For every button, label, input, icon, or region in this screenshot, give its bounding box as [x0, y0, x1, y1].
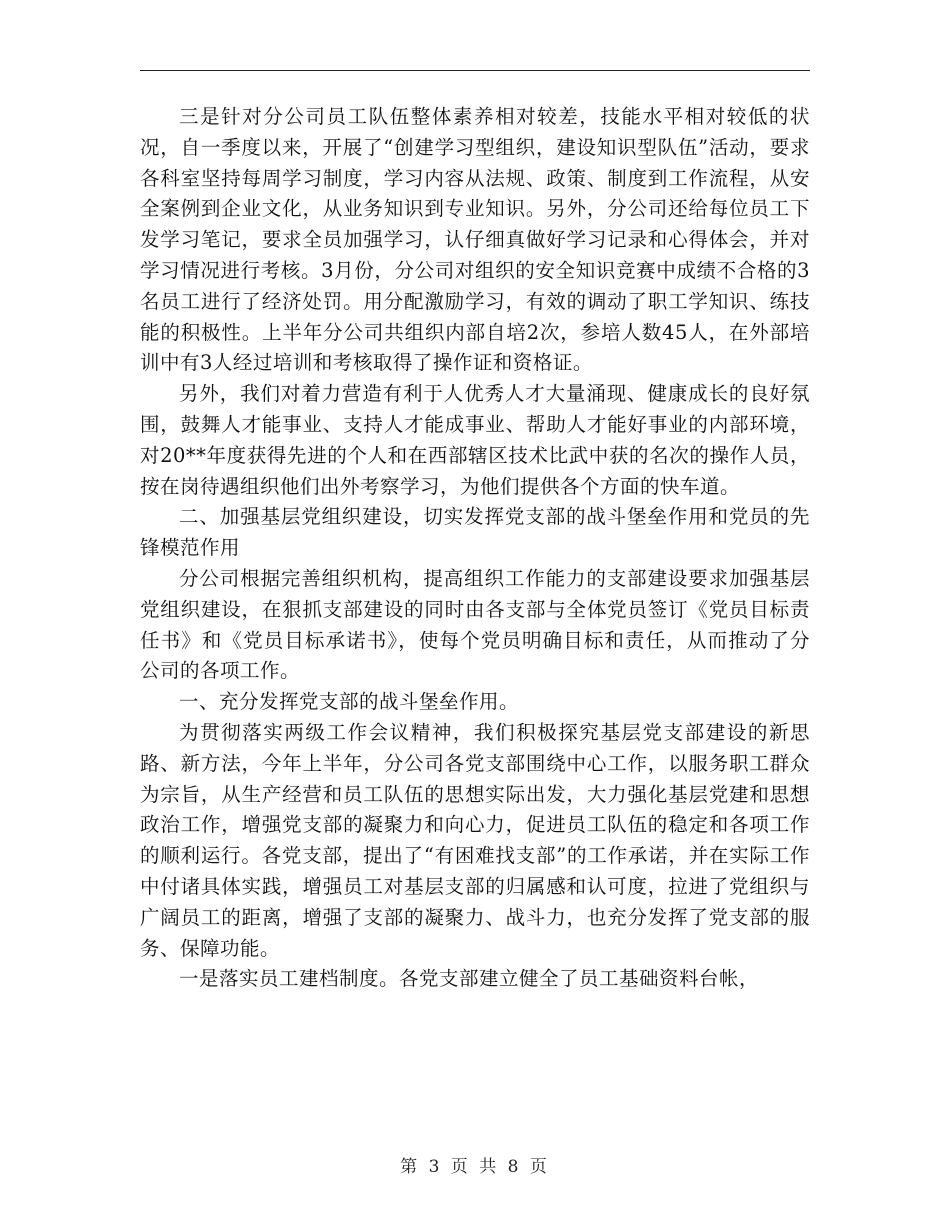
- document-body: [140, 102, 810, 995]
- paragraph-5: 一是落实员工建档制度。各党支部建立健全了员工基础资料台帐，: [179, 967, 760, 991]
- header-rule: [140, 70, 810, 71]
- section-heading-2: 二、加强基层党组织建设，切实发挥党支部的战斗堡垒作用和党员的先锋模范作用: [140, 505, 810, 560]
- page-number-footer: 第 3 页 共 8 页: [400, 1157, 550, 1177]
- paragraph-1: 三是针对分公司员工队伍整体素养相对较差，技能水平相对较低的状况，自一季度以来，开展了“创建学习型组织，建设知识型队伍”活动，要求各科室坚持每周学习制度，学习内容从法规、政策、制度到工作流程，从安全案例到企业文化，从业务知识到专业知识。另外，分公司还给每位员工下发学习笔记，要求全员加强学习，认仔细真做好学习记录和心得体会，并对学习情况进行考核。3月份，分公司对组织的安全知识竞赛中成绩不合格的3名员工进行了经济处罚。用分配激励学习，有效的调动了职工学知识、练技能的积极性。上半年分公司共组织内部自培2次，参培人数45人，在外部培训中有3人经过培训和考核取得了操作证和资格证。: [140, 105, 810, 375]
- paragraph-2: 另外，我们对着力营造有利于人优秀人才大量涌现、健康成长的良好氛围，鼓舞人才能事业、支持人才能成事业、帮助人才能好事业的内部环境，对20**年度获得先进的个人和在西部辖区技术比武中获的名次的操作人员，按在岗待遇组织他们出外考察学习，为他们提供各个方面的快车道。: [140, 382, 810, 498]
- paragraph-3: 分公司根据完善组织机构，提高组织工作能力的支部建设要求加强基层党组织建设，在狠抓支部建设的同时由各支部与全体党员签订《党员目标责任书》和《党员目标承诺书》，使每个党员明确目标和责任，从而推动了分公司的各项工作。: [140, 566, 810, 683]
- paragraph-4: 为贯彻落实两级工作会议精神，我们积极探究基层党支部建设的新思路、新方法，今年上半年，分公司各党支部围绕中心工作，以服务职工群众为宗旨，从生产经营和员工队伍的思想实际出发，大力强化基层党建和思想政治工作，增强党支部的凝聚力和向心力，促进员工队伍的稳定和各项工作的顺利运行。各党支部，提出了“有困难找支部”的工作承诺，并在实际工作中付诸具体实践，增强员工对基层支部的归属感和认可度，拉进了党组织与广阔员工的距离，增强了支部的凝聚力、战斗力，也充分发挥了党支部的服务、保障功能。: [140, 720, 810, 960]
- subsection-heading-1: 一、充分发挥党支部的战斗堡垒作用。: [179, 690, 520, 714]
